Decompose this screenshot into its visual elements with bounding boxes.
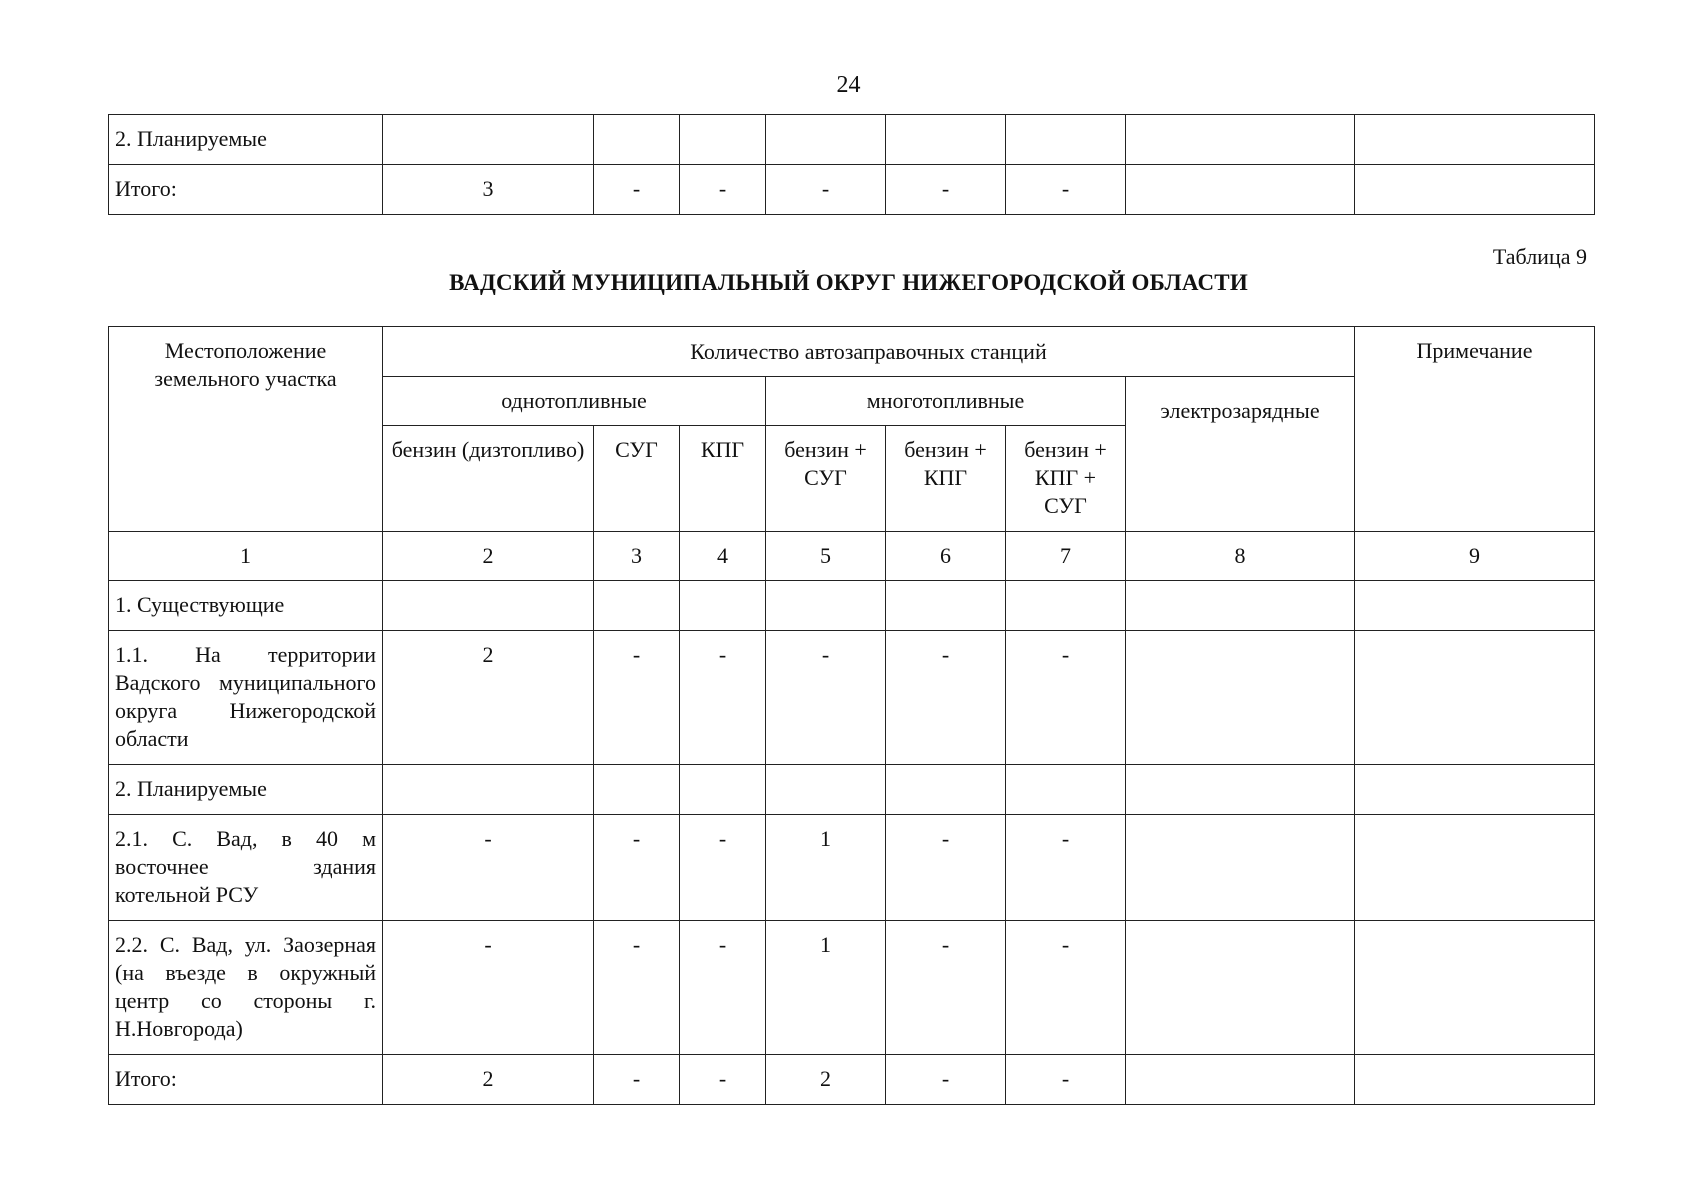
previous-table-continuation [108,114,1595,215]
row-cell: - [594,165,680,215]
row-cell [766,115,886,165]
row-label: 1.1. На территории Вадского муниципального округа Нижегородской области [109,631,383,765]
table-row [109,765,1595,815]
row-cell: - [886,165,1006,215]
row-cell [680,581,766,631]
row-cell [1126,921,1355,1055]
gas-station-table [108,326,1595,1105]
row-cell: - [766,165,886,215]
row-label: 2. Планируемые [109,765,383,815]
row-cell: - [680,631,766,765]
table-title: ВАДСКИЙ МУНИЦИПАЛЬНЫЙ ОКРУГ НИЖЕГОРОДСКОЙ ОБЛАСТИ [449,270,1248,295]
row-cell [680,115,766,165]
row-cell [1355,1055,1595,1105]
row-cell: - [1006,165,1126,215]
header-sub-petrol-cng-lpg: бензин + КПГ + СУГ [1006,426,1126,532]
row-cell: - [886,921,1006,1055]
row-cell [680,765,766,815]
row-cell [594,581,680,631]
row-cell: - [1006,1055,1126,1105]
header-sub-lpg: СУГ [594,426,680,532]
row-cell: - [1006,631,1126,765]
row-label: 2.1. С. Вад, в 40 м восточнее здания котельной РСУ [109,815,383,921]
row-cell: - [680,1055,766,1105]
row-cell: 2 [383,1055,594,1105]
row-cell [1006,765,1126,815]
column-number: 3 [594,532,680,581]
row-cell [1126,631,1355,765]
table-row [109,115,1595,165]
row-cell: - [594,921,680,1055]
table-row [109,581,1595,631]
row-cell: 2 [766,1055,886,1105]
row-cell [1355,631,1595,765]
row-cell [1126,1055,1355,1105]
header-sub-petrol-cng: бензин + КПГ [886,426,1006,532]
row-label: 1. Существующие [109,581,383,631]
row-cell [1126,815,1355,921]
row-cell [1006,115,1126,165]
header-sub-petrol-lpg: бензин + СУГ [766,426,886,532]
row-cell: - [680,921,766,1055]
row-cell: - [383,815,594,921]
row-cell [1355,815,1595,921]
row-cell: - [680,165,766,215]
row-cell [1126,165,1355,215]
row-label: 2. Планируемые [109,115,383,165]
table-row [109,815,1595,921]
table-row [109,1055,1595,1105]
row-cell [594,765,680,815]
row-cell [1126,115,1355,165]
column-number: 4 [680,532,766,581]
row-cell [886,581,1006,631]
header-location: Местоположение земельного участка [109,327,383,532]
page-number: 24 [836,72,861,98]
column-number: 8 [1126,532,1355,581]
row-cell: - [766,631,886,765]
table-row [109,165,1595,215]
row-cell: - [594,815,680,921]
row-cell: 2 [383,631,594,765]
row-cell: 3 [383,165,594,215]
row-cell [1126,765,1355,815]
table-row [109,631,1595,765]
row-cell: - [886,631,1006,765]
header-sub-petrol: бензин (дизтопливо) [383,426,594,532]
row-label: Итого: [109,165,383,215]
column-number-row [109,532,1595,581]
header-sub-cng: КПГ [680,426,766,532]
table-caption: Таблица 9 [1492,244,1587,269]
row-cell [1006,581,1126,631]
row-cell [886,115,1006,165]
row-cell: - [680,815,766,921]
row-cell [1355,921,1595,1055]
header-single-fuel: однотопливные [383,377,766,426]
row-cell: 1 [766,815,886,921]
row-cell: - [383,921,594,1055]
header-multi-fuel: многотопливные [766,377,1126,426]
row-cell [766,581,886,631]
column-number: 6 [886,532,1006,581]
header-note: Примечание [1355,327,1595,532]
row-cell: - [1006,921,1126,1055]
row-cell [383,115,594,165]
row-cell [1355,765,1595,815]
column-number: 2 [383,532,594,581]
row-cell [886,765,1006,815]
column-number: 5 [766,532,886,581]
row-cell: - [594,1055,680,1105]
row-cell: - [886,1055,1006,1105]
column-number: 7 [1006,532,1126,581]
row-cell: - [1006,815,1126,921]
column-number: 9 [1355,532,1595,581]
row-cell [766,765,886,815]
row-cell: - [886,815,1006,921]
column-number: 1 [109,532,383,581]
header-count: Количество автозаправочных станций [383,327,1355,377]
row-cell [1355,581,1595,631]
row-cell: - [594,631,680,765]
header-electric: электрозарядные [1126,377,1355,532]
row-cell [594,115,680,165]
table-row [109,921,1595,1055]
row-cell [383,581,594,631]
row-cell [1355,115,1595,165]
row-cell [383,765,594,815]
row-cell [1355,165,1595,215]
row-cell [1126,581,1355,631]
row-label: 2.2. С. Вад, ул. Заозерная (на въезде в окружный центр со стороны г. Н.Новгорода) [109,921,383,1055]
row-label: Итого: [109,1055,383,1105]
row-cell: 1 [766,921,886,1055]
